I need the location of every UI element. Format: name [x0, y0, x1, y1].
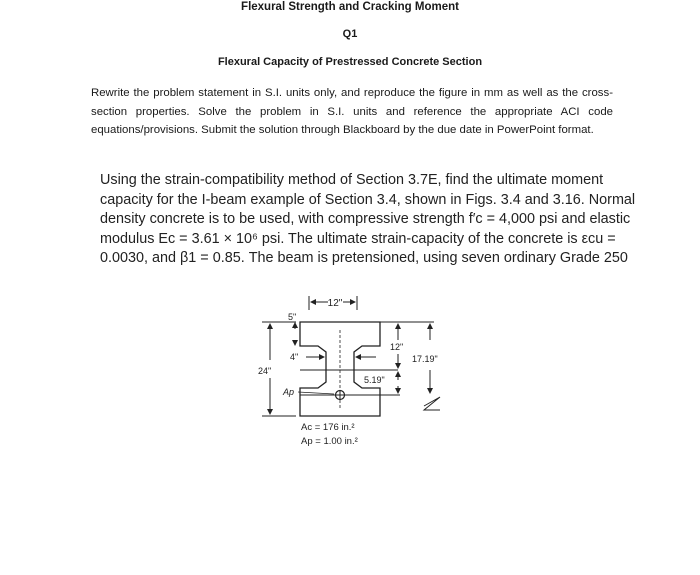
centroid-depth-label: 12": [390, 342, 404, 352]
ap-label: Ap: [283, 387, 295, 397]
area-steel-label: Ap = 1.00 in.²: [301, 436, 358, 447]
total-depth-label: 24": [258, 366, 272, 376]
flange-thickness-label: 5": [288, 312, 297, 322]
eccentricity-label: 5.19": [364, 375, 385, 385]
problem-line: modulus Ec = 3.61 × 10⁶ psi. The ultimate strain-capacity of the concrete is εcu =: [100, 230, 616, 247]
steel-depth-label: 17.19": [412, 354, 438, 364]
web-width-label: 4": [290, 352, 299, 362]
section-heading: Flexural Capacity of Prestressed Concrete Section: [217, 56, 483, 68]
area-concrete-label: Ac = 176 in.²: [301, 422, 355, 433]
strain-diagram-sketch: [424, 397, 440, 410]
problem-line: Using the strain-compatibility method of Section 3.7E, find the ultimate moment: [100, 172, 604, 188]
problem-line: capacity for the I-beam example of Section 3.4, shown in Figs. 3.4 and 3.16. Normal: [100, 191, 636, 208]
question-label: Q1: [342, 28, 358, 40]
document-title: Flexural Strength and Cracking Moment: [241, 1, 459, 13]
instructions-paragraph: Rewrite the problem statement in S.I. units only, and reproduce the figure in mm as well as the cross-section properties. Solve the problem in S.I. units and reference the appropriate ACI code equations/provisions. Submit the solution through Blackboard by the due date in PowerPoint format.: [91, 87, 613, 136]
problem-line: 0.0030, and β1 = 0.85. The beam is pretensioned, using seven ordinary Grade 250: [100, 250, 628, 266]
flange-width-label: 12": [327, 298, 343, 309]
problem-line: density concrete is to be used, with compressive strength f′c = 4,000 psi and elastic: [100, 211, 631, 227]
